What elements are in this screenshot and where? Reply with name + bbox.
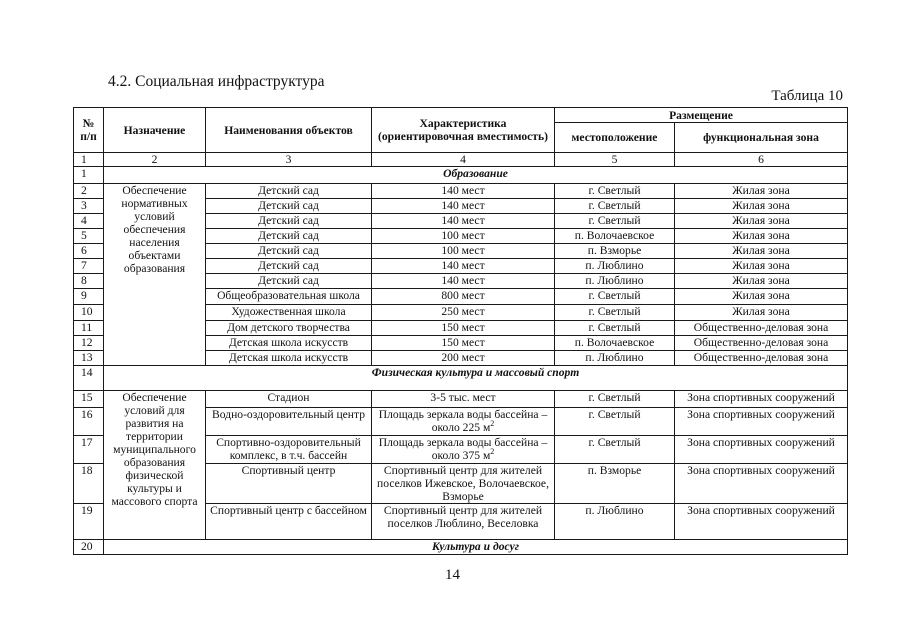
header-purpose: Назначение [104, 108, 206, 153]
location: г. Светлый [555, 436, 675, 464]
header-placement: Размещение [555, 108, 848, 123]
capacity: 150 мест [372, 321, 555, 336]
header-objects: Наименования объектов [206, 108, 372, 153]
functional-zone: Жилая зона [675, 289, 848, 305]
functional-zone: Жилая зона [675, 305, 848, 321]
functional-zone: Зона спортивных сооружений [675, 391, 848, 408]
row-number: 20 [74, 540, 104, 555]
object-name: Спортивный центр [206, 464, 372, 504]
table-label: Таблица 10 [771, 88, 843, 104]
location: г. Светлый [555, 305, 675, 321]
row-number: 13 [74, 351, 104, 366]
section-title: 4.2. Социальная инфраструктура [108, 73, 325, 90]
capacity: 140 мест [372, 214, 555, 229]
row-number: 9 [74, 289, 104, 305]
functional-zone: Жилая зона [675, 214, 848, 229]
column-number-row [74, 153, 848, 167]
location: г. Светлый [555, 391, 675, 408]
column-number: 2 [104, 153, 206, 167]
capacity: Спортивный центр для жителей поселков Люблино, Веселовка [372, 504, 555, 540]
row-number: 17 [74, 436, 104, 464]
capacity: 150 мест [372, 336, 555, 351]
row-number: 2 [74, 184, 104, 199]
functional-zone: Жилая зона [675, 244, 848, 259]
functional-zone: Общественно-деловая зона [675, 321, 848, 336]
object-name: Детский сад [206, 184, 372, 199]
location: г. Светлый [555, 184, 675, 199]
capacity: 800 мест [372, 289, 555, 305]
category-row-sport [74, 366, 848, 391]
row-number: 12 [74, 336, 104, 351]
functional-zone: Общественно-деловая зона [675, 336, 848, 351]
location: г. Светлый [555, 289, 675, 305]
purpose-education: Обеспечение нормативных условий обеспечения населения объектами образования [104, 184, 206, 366]
row-number: 7 [74, 259, 104, 274]
category-row-culture [74, 540, 848, 555]
object-name: Спортивно-оздоровительный комплекс, в т.ч. бассейн [206, 436, 372, 464]
row-number: 6 [74, 244, 104, 259]
capacity [372, 408, 555, 436]
column-number: 6 [675, 153, 848, 167]
header-zone: функциональная зона [675, 123, 848, 153]
functional-zone: Зона спортивных сооружений [675, 436, 848, 464]
functional-zone: Жилая зона [675, 229, 848, 244]
object-name: Водно-оздоровительный центр [206, 408, 372, 436]
object-name: Стадион [206, 391, 372, 408]
capacity [372, 436, 555, 464]
infrastructure-table [73, 107, 848, 555]
page-number: 14 [445, 567, 460, 583]
location: п. Люблино [555, 504, 675, 540]
location: п. Волочаевское [555, 336, 675, 351]
capacity-text: Площадь зеркала воды бассейна – около 375 м [378, 436, 548, 462]
location: п. Волочаевское [555, 229, 675, 244]
capacity: 200 мест [372, 351, 555, 366]
column-number: 1 [74, 153, 104, 167]
row-number: 19 [74, 504, 104, 540]
row-number: 14 [74, 366, 104, 391]
row-number: 1 [74, 167, 104, 184]
category-title: Физическая культура и массовый спорт [104, 366, 848, 391]
location: г. Светлый [555, 199, 675, 214]
column-number: 3 [206, 153, 372, 167]
object-name: Художественная школа [206, 305, 372, 321]
object-name: Спортивный центр с бассейном [206, 504, 372, 540]
row-number: 18 [74, 464, 104, 504]
row-number: 11 [74, 321, 104, 336]
category-title: Образование [104, 167, 848, 184]
row-number: 10 [74, 305, 104, 321]
row-number: 8 [74, 274, 104, 289]
capacity: 140 мест [372, 259, 555, 274]
capacity: 100 мест [372, 244, 555, 259]
row-number: 3 [74, 199, 104, 214]
object-name: Детская школа искусств [206, 351, 372, 366]
column-number: 4 [372, 153, 555, 167]
table-row [74, 184, 848, 199]
header-row [74, 108, 848, 123]
location: п. Люблино [555, 351, 675, 366]
header-num: № п/п [74, 108, 104, 153]
location: п. Люблино [555, 259, 675, 274]
row-number: 16 [74, 408, 104, 436]
object-name: Детская школа искусств [206, 336, 372, 351]
object-name: Детский сад [206, 199, 372, 214]
table-row [74, 391, 848, 408]
header-characteristic: Характеристика (ориентировочная вместимость) [372, 108, 555, 153]
capacity: 100 мест [372, 229, 555, 244]
functional-zone: Зона спортивных сооружений [675, 408, 848, 436]
capacity: Спортивный центр для жителей поселков Ижевское, Волочаевское, Взморье [372, 464, 555, 504]
functional-zone: Жилая зона [675, 259, 848, 274]
location: п. Люблино [555, 274, 675, 289]
location: п. Взморье [555, 244, 675, 259]
capacity: 140 мест [372, 274, 555, 289]
unit-superscript: 2 [490, 419, 495, 429]
functional-zone: Жилая зона [675, 274, 848, 289]
object-name: Детский сад [206, 214, 372, 229]
object-name: Детский сад [206, 229, 372, 244]
capacity: 250 мест [372, 305, 555, 321]
row-number: 4 [74, 214, 104, 229]
functional-zone: Зона спортивных сооружений [675, 504, 848, 540]
purpose-sport: Обеспечение условий для развития на территории муниципального образования физической культуры и массового спорта [104, 391, 206, 540]
object-name: Дом детского творчества [206, 321, 372, 336]
location: г. Светлый [555, 408, 675, 436]
object-name: Детский сад [206, 274, 372, 289]
object-name: Детский сад [206, 244, 372, 259]
location: п. Взморье [555, 464, 675, 504]
row-number: 15 [74, 391, 104, 408]
capacity: 140 мест [372, 199, 555, 214]
capacity-text: Площадь зеркала воды бассейна – около 225 м [378, 408, 548, 434]
object-name: Общеобразовательная школа [206, 289, 372, 305]
category-title: Культура и досуг [104, 540, 848, 555]
capacity: 140 мест [372, 184, 555, 199]
functional-zone: Зона спортивных сооружений [675, 464, 848, 504]
location: г. Светлый [555, 214, 675, 229]
capacity: 3-5 тыс. мест [372, 391, 555, 408]
functional-zone: Жилая зона [675, 184, 848, 199]
column-number: 5 [555, 153, 675, 167]
header-location: местоположение [555, 123, 675, 153]
category-row-education [74, 167, 848, 184]
unit-superscript: 2 [490, 447, 495, 457]
location: г. Светлый [555, 321, 675, 336]
object-name: Детский сад [206, 259, 372, 274]
functional-zone: Жилая зона [675, 199, 848, 214]
functional-zone: Общественно-деловая зона [675, 351, 848, 366]
row-number: 5 [74, 229, 104, 244]
